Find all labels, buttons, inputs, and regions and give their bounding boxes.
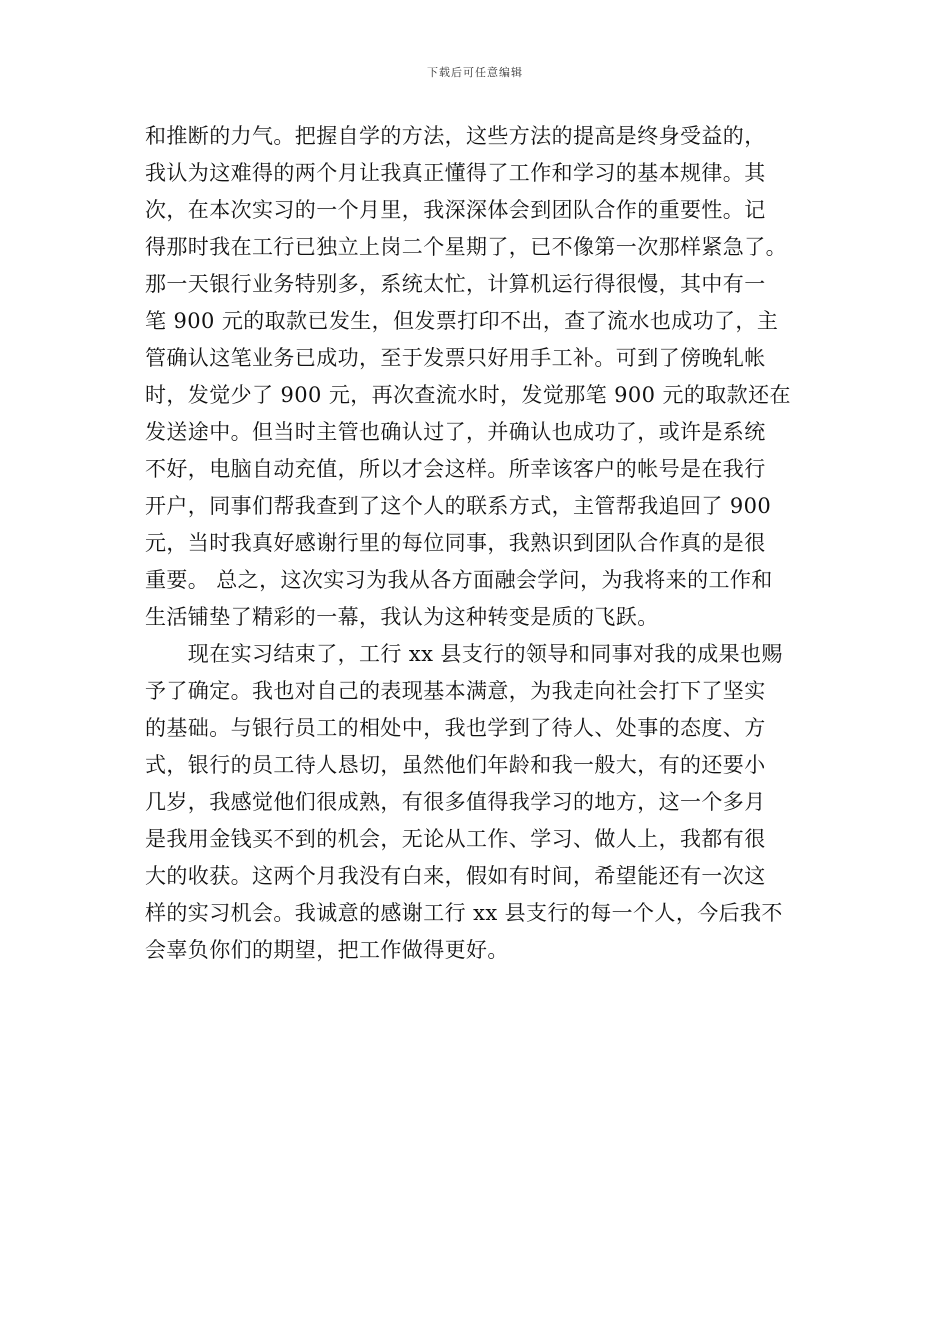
text-line: 生活铺垫了精彩的一幕，我认为这种转变是质的飞跃。	[145, 605, 659, 629]
text-line: 开户，同事们帮我查到了这个人的联系方式，主管帮我追回了 900	[145, 494, 772, 518]
text-line: 元，当时我真好感谢行里的每位同事，我熟识到团队合作真的是很	[145, 531, 766, 555]
text-line: 大的收获。这两个月我没有白来，假如有时间，希望能还有一次这	[145, 864, 766, 888]
paragraph-start-line: 现在实习结束了，工行 xx 县支行的领导和同事对我的成果也赐	[145, 642, 783, 666]
text-line: 是我用金钱买不到的机会，无论从工作、学习、做人上，我都有很	[145, 827, 766, 851]
page-header: 下载后可任意编辑	[427, 66, 523, 79]
text-line: 的基础。与银行员工的相处中，我也学到了待人、处事的态度、方	[145, 716, 766, 740]
text-line: 得那时我在工行已独立上岗二个星期了，已不像第一次那样紧急了。	[145, 235, 787, 259]
text-line: 管确认这笔业务已成功，至于发票只好用手工补。可到了傍晚轧帐	[145, 346, 766, 370]
text-line: 次，在本次实习的一个月里，我深深体会到团队合作的重要性。记	[145, 198, 766, 222]
text-line: 式，银行的员工待人恳切，虽然他们年龄和我一般大，有的还要小	[145, 753, 766, 777]
document-body	[145, 118, 825, 969]
text-line: 发送途中。但当时主管也确认过了，并确认也成功了，或许是系统	[145, 420, 766, 444]
text-line: 时，发觉少了 900 元，再次查流水时，发觉那笔 900 元的取款还在	[145, 383, 791, 407]
text-line: 和推断的力气。把握自学的方法，这些方法的提高是终身受益的，	[145, 124, 766, 148]
text-line: 样的实习机会。我诚意的感谢工行 xx 县支行的每一个人，今后我不	[145, 901, 783, 925]
text-line: 那一天银行业务特别多，系统太忙，计算机运行得很慢，其中有一	[145, 272, 766, 296]
text-line: 我认为这难得的两个月让我真正懂得了工作和学习的基本规律。其	[145, 161, 766, 185]
text-line: 会辜负你们的期望，把工作做得更好。	[145, 938, 509, 962]
text-line: 重要。 总之，这次实习为我从各方面融会学问，为我将来的工作和	[145, 568, 773, 592]
text-line: 不好，电脑自动充值，所以才会这样。所幸该客户的帐号是在我行	[145, 457, 766, 481]
text-line: 笔 900 元的取款已发生，但发票打印不出，查了流水也成功了，主	[145, 309, 779, 333]
text-line: 几岁，我感觉他们很成熟，有很多值得我学习的地方，这一个多月	[145, 790, 766, 814]
text-line: 予了确定。我也对自己的表现基本满意，为我走向社会打下了坚实	[145, 679, 766, 703]
